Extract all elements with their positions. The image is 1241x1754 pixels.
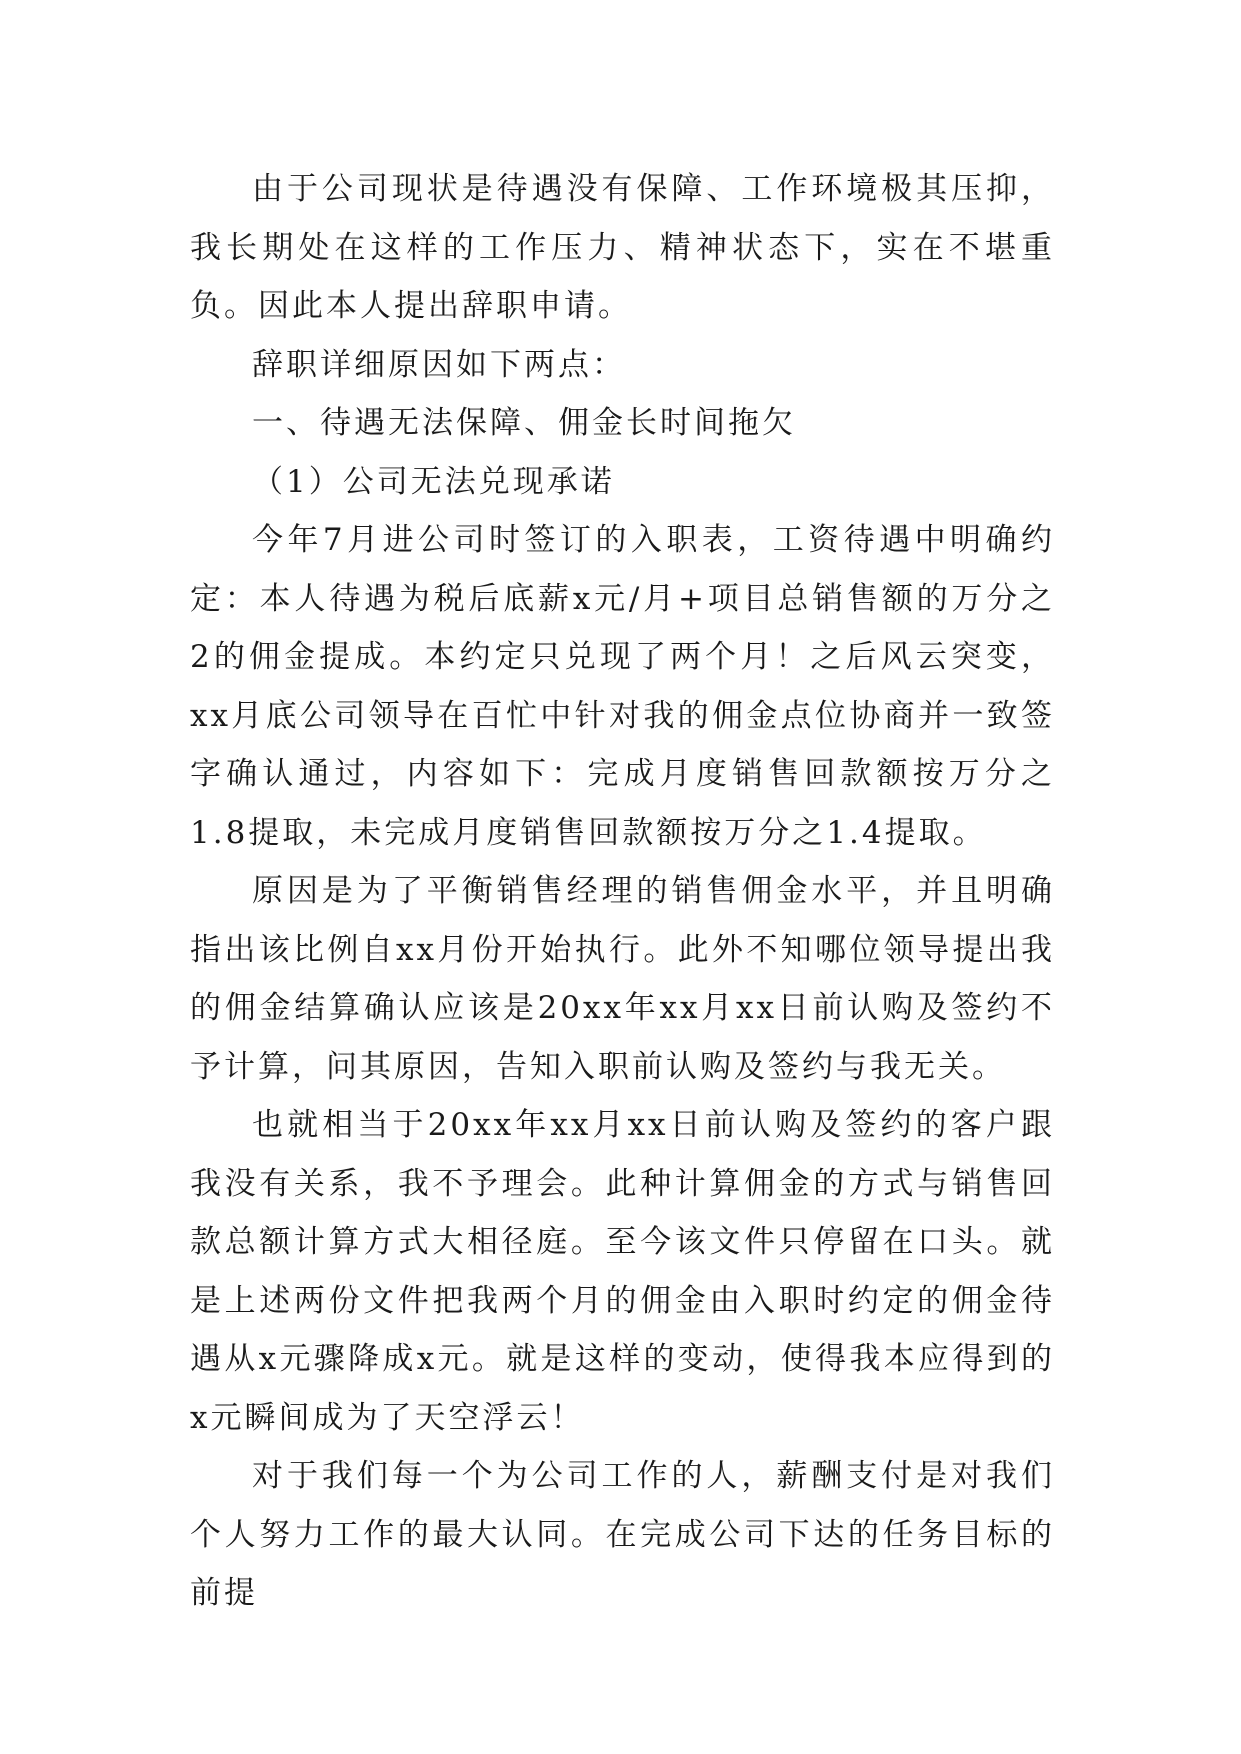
paragraph-ratio-reason: 原因是为了平衡销售经理的销售佣金水平，并且明确指出该比例自xx月份开始执行。此外不知哪位领导提出我的佣金结算确认应该是20xx年xx月xx日前认购及签约不予计算，问其原因，告知入职前认购及签约与我无关。 bbox=[190, 873, 1055, 1085]
section-heading-1: 一、待遇无法保障、佣金长时间拖欠 bbox=[252, 405, 796, 441]
paragraph-salary-recognition: 对于我们每一个为公司工作的人，薪酬支付是对我们个人努力工作的最大认同。在完成公司下达的任务目标的前提 bbox=[190, 1458, 1055, 1611]
paragraph-resignation-intro: 由于公司现状是待遇没有保障、工作环境极其压抑，我长期处在这样的工作压力、精神状态下，实在不堪重负。因此本人提出辞职申请。 bbox=[190, 171, 1055, 324]
document-body bbox=[190, 160, 1055, 1623]
paragraph-reasons-heading: 辞职详细原因如下两点： bbox=[252, 346, 626, 383]
paragraph-contract-terms: 今年7月进公司时签订的入职表，工资待遇中明确约定：本人待遇为税后底薪x元/月+项目总销售额的万分之2的佣金提成。本约定只兑现了两个月！之后风云突变，xx月底公司领导在百忙中针对我的佣金点位协商并一致签字确认通过，内容如下：完成月度销售回款额按万分之1.8提取，未完成月度销售回款额按万分之1.4提取。 bbox=[190, 522, 1055, 851]
paragraph-calculation-method: 也就相当于20xx年xx月xx日前认购及签约的客户跟我没有关系，我不予理会。此种计算佣金的方式与销售回款总额计算方式大相径庭。至今该文件只停留在口头。就是上述两份文件把我两个月的佣金由入职时约定的佣金待遇从x元骤降成x元。就是这样的变动，使得我本应得到的x元瞬间成为了天空浮云！ bbox=[190, 1107, 1055, 1436]
subsection-heading-1: （1）公司无法兑现承诺 bbox=[252, 463, 615, 500]
